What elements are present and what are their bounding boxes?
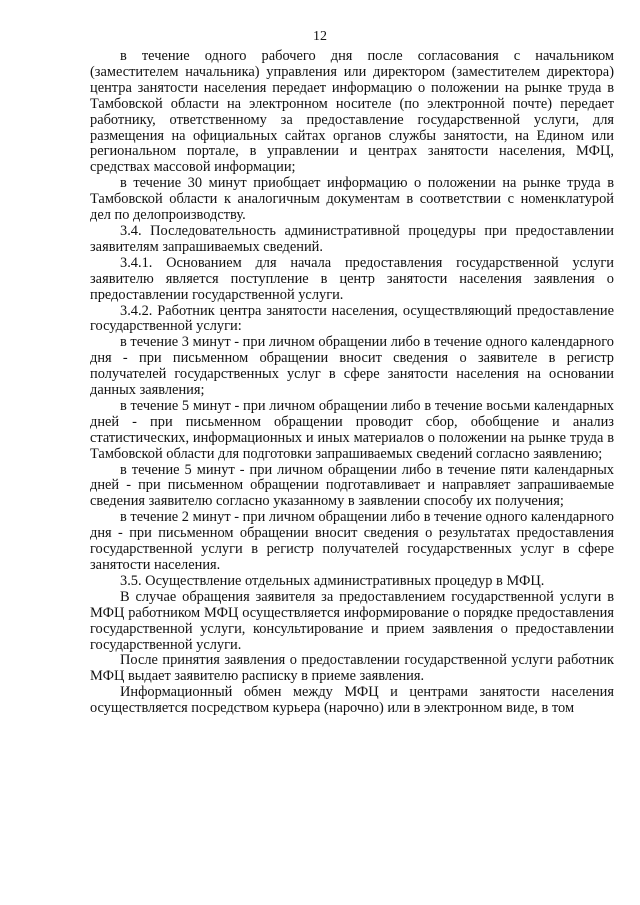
paragraph-mfc-info: В случае обращения заявителя за предоставлением государственной услуги в МФЦ работником МФЦ осуществляется информирование о порядке предоставления государственной услуги, консультирование и прием заявления о предоставлении государственной услуги.: [90, 588, 614, 653]
paragraph-step-collect: в течение 5 минут - при личном обращении либо в течение восьми календарных дней - при письменном обращении проводит сбор, обобщение и анализ статистических, информационных и иных материалов о положении на рынке труда в Тамбовской области для подготовки запрашиваемых сведений согласно заявлению;: [90, 397, 614, 462]
page-number: 12: [313, 29, 327, 44]
paragraph-step-record: в течение 2 минут - при личном обращении либо в течение одного календарного дня - при письменном обращении вносит сведения о результатах предоставления государственной услуги в регистр получателей государственных услуг в сфере занятости населения.: [90, 509, 614, 573]
paragraph-mfc-receipt: После принятия заявления о предоставлении государственной услуги работник МФЦ выдает заявителю расписку в приеме заявления.: [90, 652, 614, 685]
paragraph-info-exchange: Информационный обмен между МФЦ и центрами занятости населения осуществляется посредством курьера (нарочно) или в электронном виде, в том: [90, 684, 614, 717]
document-body: [90, 49, 614, 717]
paragraph-3-4-2: 3.4.2. Работник центра занятости населения, осуществляющий предоставление государственной услуги:: [90, 302, 614, 335]
paragraph-step-send: в течение 5 минут - при личном обращении либо в течение пяти календарных дней - при письменном обращении подготавливает и направляет запрашиваемые сведения заявителю согласно указанному в заявлении способу их получения;: [90, 461, 614, 510]
paragraph-3-4-1: 3.4.1. Основанием для начала предоставления государственной услуги заявителю является поступление в центр занятости населения заявления о предоставлении государственной услуги.: [90, 254, 614, 303]
section-3-4-heading: 3.4. Последовательность административной процедуры при предоставлении заявителям запрашиваемых сведений.: [90, 222, 614, 255]
section-3-5-heading: 3.5. Осуществление отдельных административных процедур в МФЦ.: [120, 572, 545, 589]
paragraph-step-register: в течение 3 минут - при личном обращении либо в течение одного календарного дня - при письменном обращении вносит сведения о заявителе в регистр получателей государственных услуг в сфере занятости населения на основании данных заявления;: [90, 334, 614, 399]
paragraph-archive: в течение 30 минут приобщает информацию о положении на рынке труда в Тамбовской области к аналогичным документам в соответствии с номенклатурой дел по делопроизводству.: [90, 175, 614, 224]
paragraph-info-transfer: в течение одного рабочего дня после согласования с начальником (заместителем начальника) управления или директором (заместителем директора) центра занятости населения передает информацию о положении на рынке труда в Тамбовской области на электронном носителе (по электронной почте) передает работнику, ответственному за предоставление государственной услуги, для размещения на официальных сайтах органов службы занятости, на Едином или региональном портале, в управлении и центрах занятости населения, МФЦ, средствах массовой информации;: [90, 48, 614, 176]
